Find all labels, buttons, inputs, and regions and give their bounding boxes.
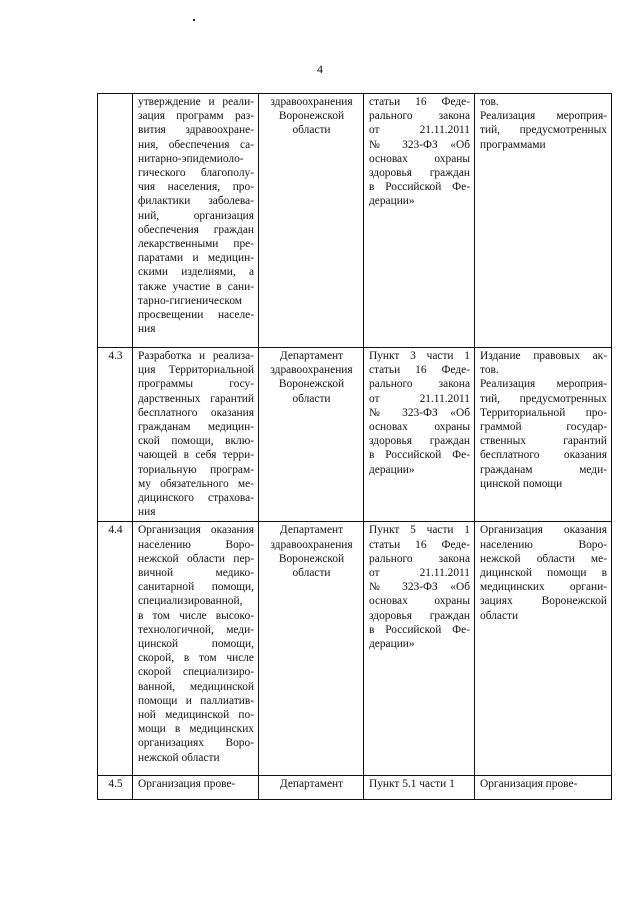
legal-basis	[364, 776, 475, 800]
legal-basis-line: № 323-ФЗ «Об	[369, 406, 470, 419]
executor-line: Департамент	[279, 778, 344, 791]
table-body	[98, 94, 612, 800]
expected-result	[475, 94, 612, 348]
activity-name-line: программы госу-	[138, 378, 254, 391]
executor-line: здравоохранения	[270, 364, 353, 377]
legal-basis-line: дерации»	[369, 195, 415, 208]
page-number: 4	[317, 62, 323, 76]
expected-result-line: бесплатного оказания	[480, 449, 607, 462]
table-row	[98, 348, 612, 522]
activity-name-line: ториальную програм-	[138, 463, 254, 476]
legal-basis-line: статьи 16 Феде-	[369, 538, 470, 551]
expected-result-line: цинской помощи	[480, 477, 563, 490]
expected-result-line: населению Воро-	[480, 538, 607, 551]
legal-basis-line: № 323-ФЗ «Об	[369, 581, 470, 594]
expected-result-line: области	[480, 609, 519, 622]
expected-result-line: зациях Воронежской	[480, 595, 607, 608]
executor	[259, 94, 364, 348]
expected-result	[475, 348, 612, 522]
expected-result-line: медицинских органи-	[480, 581, 607, 594]
activity-name-line: также участие в сани-	[138, 280, 254, 293]
activity-name-line: скорой специализиро-	[138, 666, 254, 679]
legal-basis	[364, 348, 475, 522]
item-number	[98, 94, 133, 348]
activity-name-line: му обязательного ме-	[138, 477, 254, 490]
activity-name	[133, 522, 259, 776]
activity-name-line: зация программ раз-	[138, 110, 254, 123]
activity-name-line: ния	[138, 506, 156, 519]
activity-name-line: ния, обеспечения са-	[138, 138, 254, 151]
item-number: 4.4	[98, 522, 133, 776]
item-number: 4.5	[98, 776, 133, 800]
legal-basis-line: рального закона	[369, 378, 470, 391]
activity-name-line: ция Территориальной	[138, 364, 254, 377]
activity-name-line: чия населения, про-	[138, 181, 254, 194]
legal-basis-line: основах охраны	[369, 595, 470, 608]
activity-name-line: технологичной, меди-	[138, 623, 254, 636]
activity-name-line: Разработка и реализа-	[138, 350, 254, 362]
executor-line: Воронежской	[278, 552, 345, 565]
legal-basis-line: здоровья граждан	[369, 609, 470, 622]
activity-name-line: паратами и медицин-	[138, 252, 254, 265]
activity-name	[133, 348, 259, 522]
activity-name-line: обеспечения граждан	[138, 223, 254, 236]
activity-name-line: бесплатного оказания	[138, 406, 254, 419]
expected-result-line: ственных гарантий	[480, 435, 607, 448]
legal-basis-line: рального закона	[369, 110, 470, 123]
expected-result-line: программами	[480, 138, 546, 151]
activity-name-line: тарно-гигиеническом	[138, 294, 243, 307]
legal-basis-line: основах охраны	[369, 152, 470, 165]
activity-name-line: ванной, медицинской	[138, 680, 254, 693]
legal-basis-line: от 21.11.2011	[369, 124, 470, 137]
activity-name-line: лекарственными пре-	[138, 238, 254, 251]
executor-line: области	[292, 124, 331, 137]
activity-name-line: населению Воро-	[138, 538, 254, 551]
activity-name-line: вития здравоохране-	[138, 124, 254, 137]
activity-name-line: ной медицинской по-	[138, 709, 254, 722]
executor	[259, 522, 364, 776]
legal-basis-line: основах охраны	[369, 421, 470, 434]
legal-basis-line: здоровья граждан	[369, 167, 470, 180]
legal-basis-line: № 323-ФЗ «Об	[369, 138, 470, 151]
executor	[259, 348, 364, 522]
activity-name-line: нежской области пер-	[138, 552, 254, 565]
activity-name-line: цинской помощи,	[138, 638, 254, 651]
activity-name-line: дарственных гарантий	[138, 392, 254, 405]
legal-basis	[364, 94, 475, 348]
legal-basis-line: в Российской Фе-	[369, 623, 470, 636]
activity-name-line: в том числе высоко-	[138, 609, 254, 622]
activity-name	[133, 94, 259, 348]
activity-name-line: ния	[138, 323, 156, 336]
expected-result-line: Издание правовых ак-	[480, 350, 607, 362]
executor-line: Воронежской	[278, 378, 345, 391]
activity-name-line: мощи в медицинских	[138, 723, 254, 736]
legal-basis-line: Пункт 5 части 1	[369, 524, 470, 537]
expected-result-line: гражданам меди-	[480, 463, 607, 476]
activity-name-line: скими изделиями, а	[138, 266, 254, 279]
activity-name-line: санитарной помощи,	[138, 581, 254, 594]
expected-result-line: тий, предусмотренных	[480, 124, 607, 137]
activity-name-line: гражданам медицин-	[138, 421, 254, 434]
legal-basis-line: здоровья граждан	[369, 435, 470, 448]
executor	[259, 776, 364, 800]
table-row	[98, 522, 612, 776]
activity-name-line: чающей в себя терри-	[138, 449, 254, 462]
expected-result-line: тов.	[480, 364, 499, 377]
activity-name-line: нитарно-эпидемиоло-	[138, 152, 244, 165]
legal-basis-line: статьи 16 Феде-	[369, 364, 470, 377]
executor-line: области	[292, 392, 331, 405]
item-number: 4.3	[98, 348, 133, 522]
activity-name-line: нежской области	[138, 751, 220, 764]
legal-basis-line: от 21.11.2011	[369, 567, 470, 580]
executor-line: Воронежской	[278, 110, 345, 123]
activity-name	[133, 776, 259, 800]
executor-line: области	[292, 567, 331, 580]
expected-result-line: дицинской помощи в	[480, 567, 607, 580]
activity-name-line: скорой, в том числе	[138, 652, 254, 665]
table-row	[98, 94, 612, 348]
legal-basis-line: Пункт 5.1 части 1	[369, 778, 455, 791]
legal-basis-line: Пункт 3 части 1	[369, 350, 470, 362]
scan-speck	[193, 19, 195, 21]
legal-basis	[364, 522, 475, 776]
activity-name-line: помощи и паллиатив-	[138, 694, 254, 707]
expected-result-line: Организация оказания	[480, 524, 607, 537]
legal-basis-line: от 21.11.2011	[369, 392, 470, 405]
executor-line: Департамент	[279, 350, 344, 362]
legal-basis-line: в Российской Фе-	[369, 181, 470, 194]
document-table	[97, 93, 612, 800]
activity-name-line: организациях Воро-	[138, 737, 254, 750]
activity-name-line: ний, организация	[138, 209, 254, 222]
expected-result-line: тов.	[480, 96, 499, 108]
activity-name-line: Организация прове-	[138, 778, 236, 791]
expected-result-line: Реализация мероприя-	[480, 378, 607, 391]
expected-result-line: тий, предусмотренных	[480, 392, 607, 405]
legal-basis-line: дерации»	[369, 463, 415, 476]
expected-result-line: нежской области ме-	[480, 552, 607, 565]
expected-result-line: Реализация мероприя-	[480, 110, 607, 123]
executor-line: здравоохранения	[270, 538, 353, 551]
executor-line: Департамент	[279, 524, 344, 537]
activity-name-line: утверждение и реали-	[138, 96, 254, 108]
activity-name-line: ской помощи, вклю-	[138, 435, 254, 448]
activity-name-line: дицинского страхова-	[138, 492, 254, 505]
legal-basis-line: рального закона	[369, 552, 470, 565]
activity-name-line: специализированной,	[138, 595, 243, 608]
expected-result	[475, 522, 612, 776]
legal-basis-line: в Российской Фе-	[369, 449, 470, 462]
expected-result-line: Территориальной про-	[480, 406, 607, 419]
legal-basis-line: дерации»	[369, 638, 415, 651]
table-row	[98, 776, 612, 800]
activity-name-line: просвещении населе-	[138, 309, 254, 322]
expected-result-line: Организация прове-	[480, 778, 578, 791]
activity-name-line: гического благополу-	[138, 167, 254, 180]
legal-basis-line: статьи 16 Феде-	[369, 96, 470, 108]
activity-name-line: Организация оказания	[138, 524, 254, 537]
activity-name-line: вичной медико-	[138, 567, 254, 580]
executor-line: здравоохранения	[270, 96, 353, 108]
activity-name-line: филактики заболева-	[138, 195, 254, 208]
expected-result	[475, 776, 612, 800]
expected-result-line: граммой государ-	[480, 421, 607, 434]
